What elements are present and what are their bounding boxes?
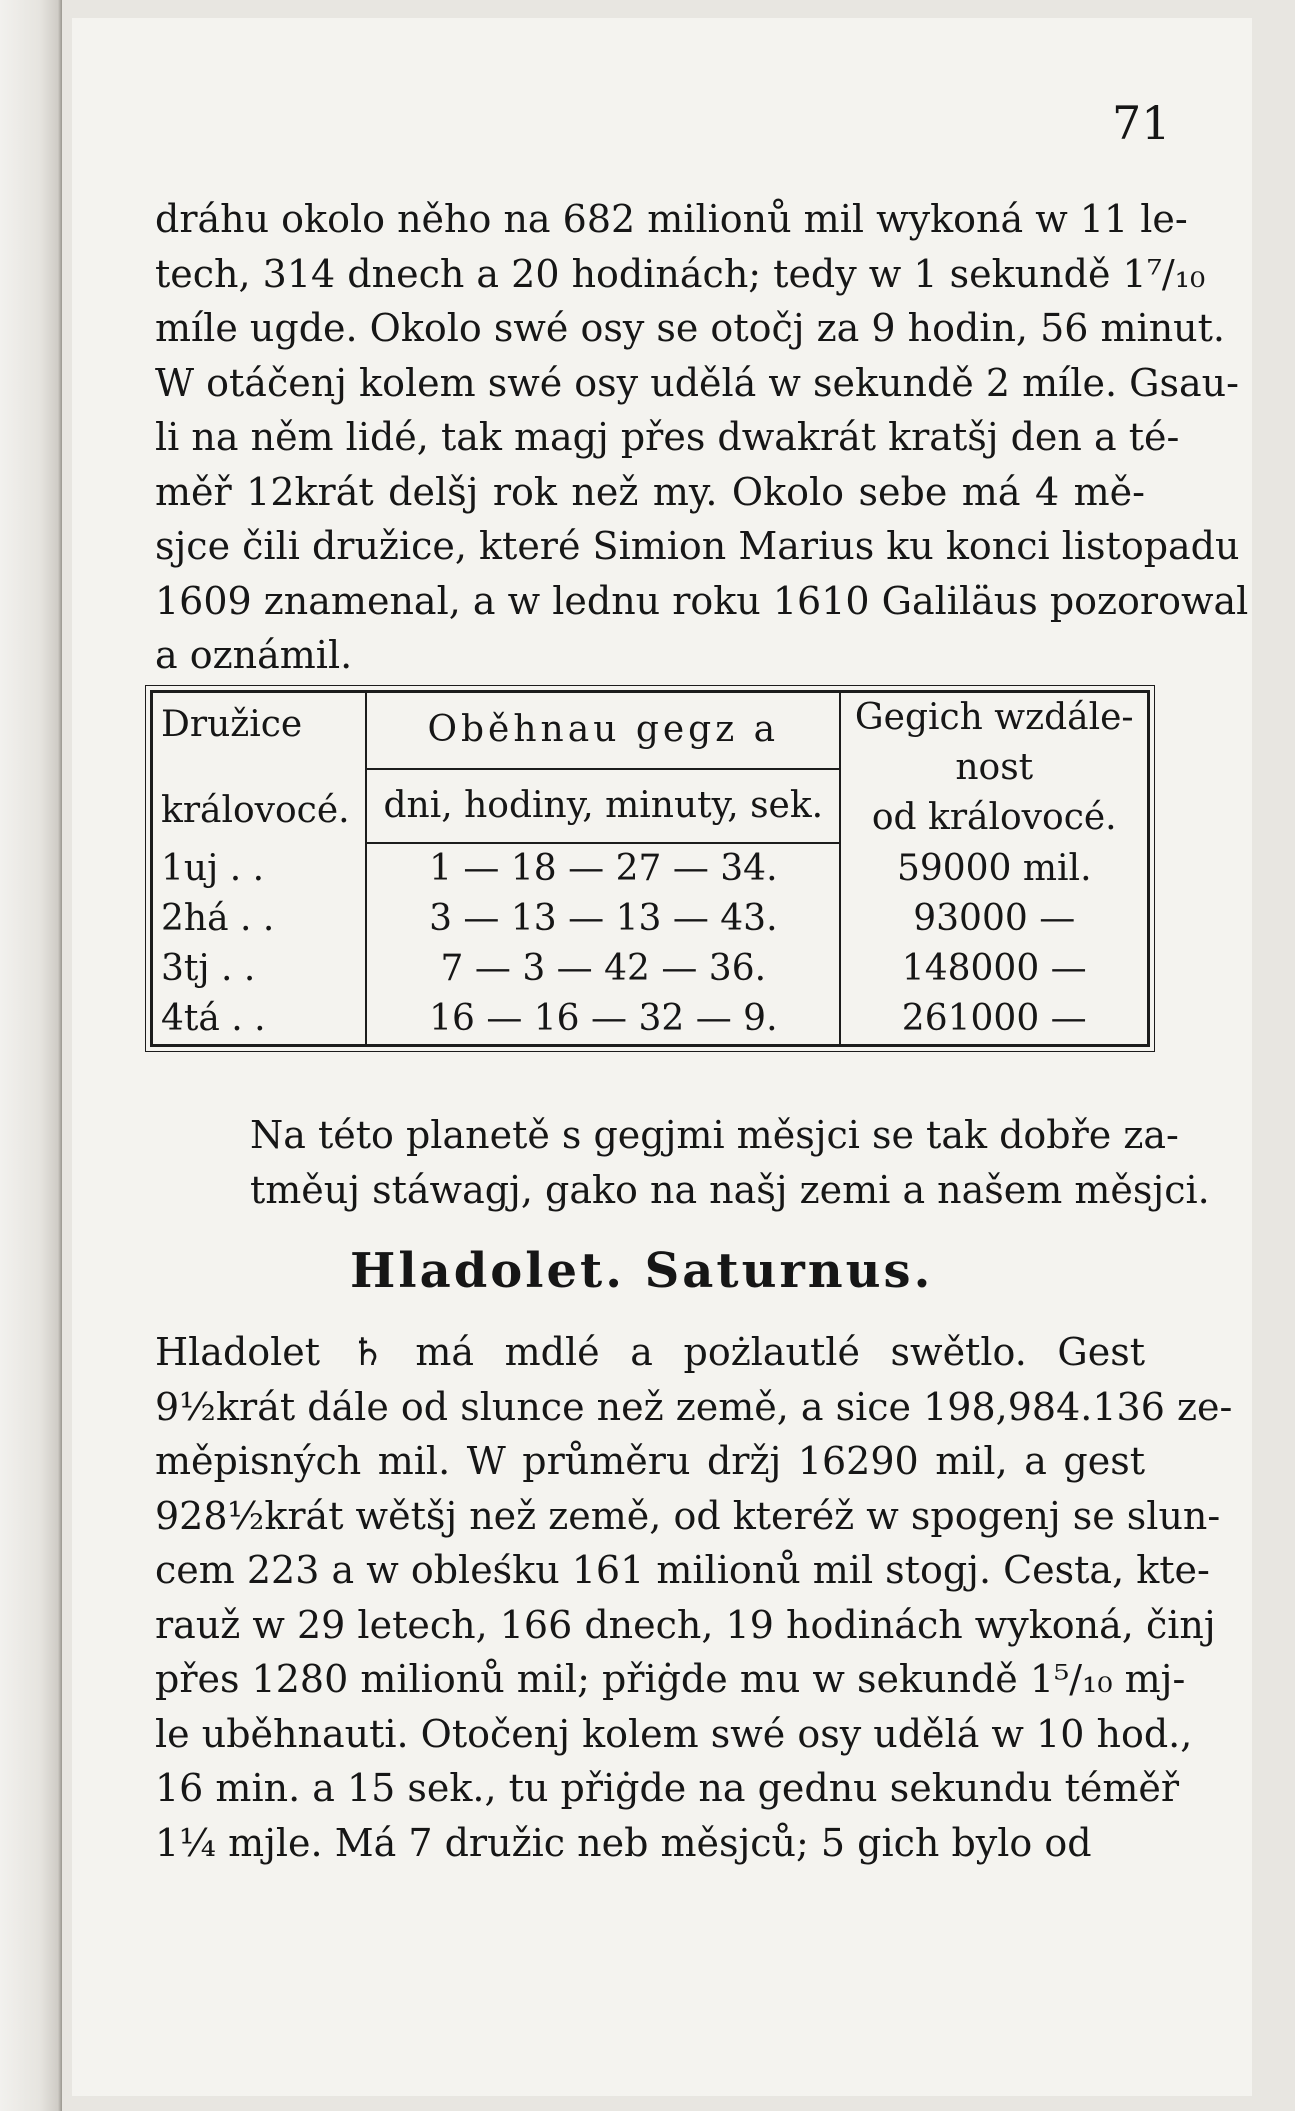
text-line: W otáčenj kolem swé osy udělá w sekundě 2 míle. Gsau- [155, 360, 1239, 405]
header-moon [152, 692, 367, 844]
text-line: měpisných mil. W průměru držj 16290 mil, a gest [155, 1439, 1145, 1483]
moon-distance: 93000 — [913, 898, 1076, 939]
text-line: 9½krát dále od slunce než země, a sice 198,984.136 ze- [155, 1384, 1233, 1429]
table-row [152, 994, 1149, 1046]
text-line: rauž w 29 letech, 166 dnech, 19 hodinách wykoná, činj [155, 1602, 1216, 1647]
header-distance-line1: Gegich wzdále- [854, 697, 1134, 738]
text-line: 16 min. a 15 sek., tu přiġde na gednu sekundu téměř [155, 1766, 1180, 1810]
text-line: měř 12krát delšj rok než my. Okolo sebe má 4 mě- [155, 469, 1145, 514]
moon-distance: 59000 mil. [896, 847, 1092, 889]
text-line: dráhu okolo něho na 682 milionů mil wykoná w 11 le- [155, 197, 1188, 241]
paragraph-jupiter-orbit [155, 192, 1249, 683]
text-line: tměuj stáwagj, gako na našj zemi a našem měsjci. [250, 1167, 1210, 1212]
text-line: Hladolet ♄ má mdlé a pożlautlé swětlo. Gest [155, 1330, 1145, 1374]
text-line: přes 1280 milionů mil; přiġde mu w sekundě 1⁵/₁₀ mj- [155, 1657, 1186, 1701]
moon-period: 16 — 16 — 32 — 9. [366, 994, 840, 1046]
paragraph-saturn [155, 1325, 1233, 1870]
moon-name: 4tá . . [161, 998, 266, 1039]
text-line: li na něm lidé, tak magj přes dwakrát kratšj den a té- [155, 415, 1180, 459]
header-period: Oběhnau gegz a [366, 692, 840, 769]
table-row [152, 944, 1149, 994]
moon-distance: 148000 — [901, 948, 1087, 989]
header-distance-line3: od královocé. [871, 797, 1117, 838]
header-units: dni, hodiny, minuty, sek. [366, 769, 840, 843]
text-line: 1609 znamenal, a w lednu roku 1610 Galiläus pozorowal [155, 578, 1249, 623]
header-distance [840, 692, 1148, 844]
section-heading: Hladolet. Saturnus. [350, 1243, 934, 1299]
moon-period: 1 — 18 — 27 — 34. [366, 843, 840, 894]
text-line: 928½krát wětšj než země, od kteréž w spogenj se slun- [155, 1493, 1221, 1538]
moon-name: 2há . . [161, 898, 275, 939]
moons-table [150, 690, 1150, 1047]
page-number: 71 [1112, 96, 1171, 150]
text-line: tech, 314 dnech a 20 hodinách; tedy w 1 sekundě 1⁷/₁₀ [155, 251, 1206, 296]
header-distance-line2: nost [955, 747, 1034, 788]
text-line: Na této planetě s gegjmi měsjci se tak dobře za- [250, 1113, 1179, 1157]
header-moon-line2: královocé. [161, 790, 350, 831]
moon-period: 3 — 13 — 13 — 43. [366, 894, 840, 944]
moon-name: 1uj . . [161, 847, 265, 889]
text-line: le uběhnauti. Otočenj kolem swé osy udělá w 10 hod., [155, 1711, 1193, 1756]
book-gutter [0, 0, 62, 2111]
moon-name: 3tj . . [161, 948, 256, 989]
moon-distance: 261000 — [901, 998, 1087, 1039]
text-line: míle ugde. Okolo swé osy se otočj za 9 hodin, 56 minut. [155, 306, 1225, 350]
text-line: sjce čili družice, které Simion Marius ku konci listopadu [155, 524, 1240, 568]
paragraph-eclipses [250, 1108, 1210, 1217]
text-line: 1¼ mjle. Má 7 družic neb měsjců; 5 gich bylo od [155, 1820, 1092, 1865]
text-line: a oznámil. [155, 633, 353, 677]
table-row [152, 894, 1149, 944]
moon-period: 7 — 3 — 42 — 36. [366, 944, 840, 994]
table-row [152, 843, 1149, 894]
header-moon-line1: Družice [161, 704, 303, 745]
text-line: cem 223 a w obleśku 161 milionů mil stogj. Cesta, kte- [155, 1548, 1210, 1592]
